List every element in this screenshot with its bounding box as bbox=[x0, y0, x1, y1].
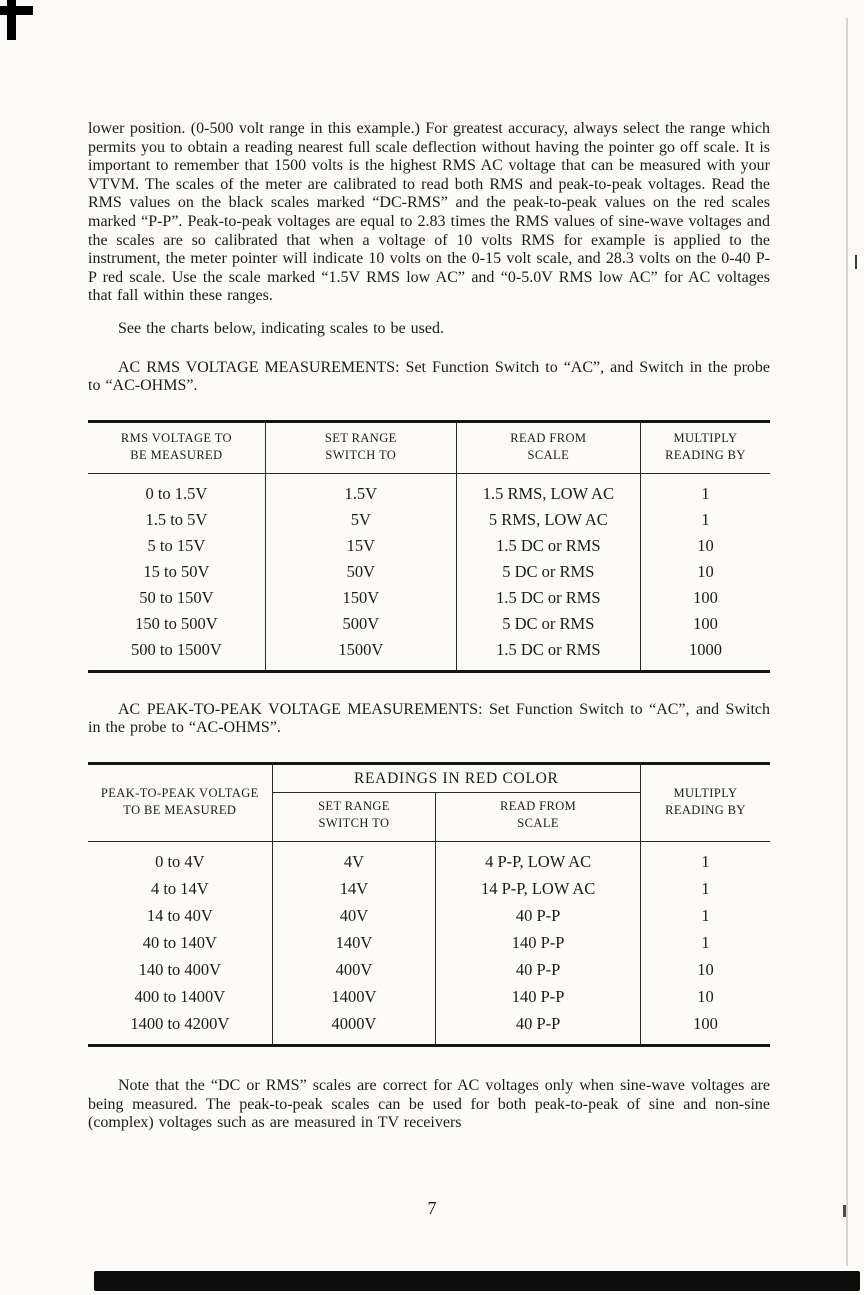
table-cell: 50V bbox=[265, 558, 456, 584]
table-cell: 14 to 40V bbox=[146, 905, 213, 925]
column-header-pp-voltage bbox=[88, 763, 272, 841]
table-cell: 4000V bbox=[272, 1010, 436, 1046]
table-cell: 1.5 DC or RMS bbox=[456, 636, 640, 671]
pp-table-body bbox=[88, 841, 770, 1045]
table-row bbox=[88, 929, 770, 956]
scan-mark bbox=[855, 255, 857, 269]
table-cell: 5 DC or RMS bbox=[456, 558, 640, 584]
header-line: SET RANGE bbox=[324, 430, 397, 445]
table-row bbox=[88, 902, 770, 929]
table-cell: 1 bbox=[640, 473, 770, 506]
table-cell: 40 P-P bbox=[436, 1010, 641, 1046]
column-header-multiply bbox=[640, 421, 770, 473]
table-row bbox=[88, 956, 770, 983]
group-header-readings-red: READINGS IN RED COLOR bbox=[272, 763, 640, 792]
header-line: MULTIPLY bbox=[673, 430, 738, 445]
table-cell: 15 to 50V bbox=[143, 561, 210, 581]
table-row bbox=[88, 558, 770, 584]
rms-voltage-table bbox=[88, 420, 770, 673]
table-cell: 500V bbox=[265, 610, 456, 636]
table-cell: 1000 bbox=[640, 636, 770, 671]
table-cell: 1.5 DC or RMS bbox=[456, 584, 640, 610]
header-line: RMS VOLTAGE TO bbox=[120, 430, 232, 445]
header-line: BE MEASURED bbox=[130, 448, 223, 463]
table-cell: 1500V bbox=[265, 636, 456, 671]
table-row bbox=[88, 1010, 770, 1046]
table-cell: 100 bbox=[640, 610, 770, 636]
column-header-rms-voltage bbox=[88, 421, 265, 473]
table-cell: 10 bbox=[640, 558, 770, 584]
page-number: 7 bbox=[427, 1198, 437, 1218]
header-line: SCALE bbox=[517, 816, 559, 831]
table-row bbox=[88, 584, 770, 610]
table-cell: 0 to 1.5V bbox=[145, 483, 208, 503]
header-line: READ FROM bbox=[510, 430, 587, 445]
table-cell: 1.5 to 5V bbox=[145, 509, 208, 529]
header-line: MULTIPLY bbox=[673, 785, 738, 800]
column-header-read-from bbox=[436, 792, 641, 841]
table-cell: 40 to 140V bbox=[142, 932, 217, 952]
table-row bbox=[88, 841, 770, 875]
table-cell: 10 bbox=[640, 532, 770, 558]
table-cell: 100 bbox=[640, 584, 770, 610]
table-cell: 400V bbox=[272, 956, 436, 983]
table-cell: 400 to 1400V bbox=[134, 986, 226, 1006]
column-header-multiply bbox=[640, 763, 770, 841]
header-line: TO BE MEASURED bbox=[123, 803, 237, 818]
table-cell: 140 P-P bbox=[436, 983, 641, 1010]
table-cell: 140V bbox=[272, 929, 436, 956]
table-cell: 40 P-P bbox=[436, 956, 641, 983]
pp-table-header bbox=[88, 763, 770, 841]
column-header-set-range bbox=[272, 792, 436, 841]
header-line: SWITCH TO bbox=[318, 816, 390, 831]
column-header-set-range bbox=[265, 421, 456, 473]
table-cell: 1 bbox=[640, 506, 770, 532]
table-cell: 50 to 150V bbox=[139, 587, 214, 607]
header-line: READING BY bbox=[665, 448, 746, 463]
page-content bbox=[88, 120, 770, 1133]
table-cell: 4V bbox=[272, 841, 436, 875]
table-cell: 1.5V bbox=[265, 473, 456, 506]
table-row bbox=[88, 532, 770, 558]
table-row bbox=[88, 875, 770, 902]
table-row bbox=[88, 636, 770, 671]
header-row bbox=[88, 421, 770, 473]
table-row bbox=[88, 473, 770, 506]
table-cell: 1.5 RMS, LOW AC bbox=[456, 473, 640, 506]
table-cell: 500 to 1500V bbox=[131, 639, 222, 659]
table-cell: 140 to 400V bbox=[138, 959, 222, 979]
table-cell: 5 DC or RMS bbox=[456, 610, 640, 636]
table-cell: 40V bbox=[272, 902, 436, 929]
table-cell: 14V bbox=[272, 875, 436, 902]
table-cell: 4 P-P, LOW AC bbox=[436, 841, 641, 875]
header-line: READ FROM bbox=[500, 798, 577, 813]
table-cell: 10 bbox=[640, 956, 770, 983]
table-cell: 0 to 4V bbox=[155, 851, 205, 871]
header-line: SET RANGE bbox=[318, 798, 390, 813]
intro-paragraph: lower position. (0-500 volt range in this example.) For greatest accuracy, always select the range which permits you to obtain a reading nearest full scale deflection without having the pointer go off scale. It is important to remember that 1500 volts is the highest RMS AC voltage that can be measured with your VTVM. The scales of the meter are calibrated to read both RMS and peak-to-peak voltages. Read the RMS values on the black scales marked “DC-RMS” and the peak-to-peak values on the red scales marked “P-P”. Peak-to-peak voltages are equal to 2.83 times the RMS values of sine-wave voltages and the scales are so calibrated that when a voltage of 10 volts RMS for example is applied to the instrument, the meter pointer will indicate 10 volts on the 0-15 volt scale, and 28.3 volts on the 0-40 P-P red scale. Use the scale marked “1.5V RMS low AC” and “0-5.0V RMS low AC” for AC voltages that fall within these ranges. bbox=[88, 120, 770, 305]
rms-section-heading: AC RMS VOLTAGE MEASUREMENTS: Set Function Switch to “AC”, and Switch in the probe to “AC-OHMS”. bbox=[88, 358, 770, 395]
table-cell: 1 bbox=[640, 841, 770, 875]
header-line: READING BY bbox=[665, 803, 746, 818]
table-cell: 5 to 15V bbox=[147, 535, 206, 555]
table-row bbox=[88, 506, 770, 532]
pp-section-heading: AC PEAK-TO-PEAK VOLTAGE MEASUREMENTS: Set Function Switch to “AC”, and Switch in the probe to “AC-OHMS”. bbox=[88, 700, 770, 737]
column-header-read-from bbox=[456, 421, 640, 473]
rms-table-body bbox=[88, 473, 770, 671]
scan-bottom-bar bbox=[94, 1271, 860, 1291]
rms-table-header bbox=[88, 421, 770, 473]
table-cell: 14 P-P, LOW AC bbox=[436, 875, 641, 902]
header-line: SCALE bbox=[527, 448, 570, 463]
header-line: SWITCH TO bbox=[325, 448, 397, 463]
charts-note-paragraph: See the charts below, indicating scales to be used. bbox=[118, 319, 444, 337]
scan-edge-line bbox=[846, 18, 848, 1266]
table-cell: 5 RMS, LOW AC bbox=[456, 506, 640, 532]
table-cell: 40 P-P bbox=[436, 902, 641, 929]
table-cell: 15V bbox=[265, 532, 456, 558]
table-cell: 150 to 500V bbox=[135, 613, 218, 633]
table-cell: 140 P-P bbox=[436, 929, 641, 956]
table-cell: 1 bbox=[640, 875, 770, 902]
table-cell: 1 bbox=[640, 902, 770, 929]
header-line: PEAK-TO-PEAK VOLTAGE bbox=[100, 785, 259, 800]
table-cell: 5V bbox=[265, 506, 456, 532]
table-cell: 1400V bbox=[272, 983, 436, 1010]
table-cell: 1.5 DC or RMS bbox=[456, 532, 640, 558]
table-cell: 1400 to 4200V bbox=[130, 1013, 230, 1033]
table-cell: 4 to 14V bbox=[150, 878, 209, 898]
table-row bbox=[88, 983, 770, 1010]
peak-to-peak-table bbox=[88, 762, 770, 1047]
note-paragraph: Note that the “DC or RMS” scales are correct for AC voltages only when sine-wave voltages are being measured. The peak-to-peak scales can be used for both peak-to-peak of sine and non-sine (complex) voltages such as are measured in TV receivers bbox=[88, 1076, 770, 1132]
scan-corner-mark bbox=[0, 6, 33, 15]
table-row bbox=[88, 610, 770, 636]
table-cell: 100 bbox=[640, 1010, 770, 1046]
header-row bbox=[88, 763, 770, 792]
table-cell: 1 bbox=[640, 929, 770, 956]
table-cell: 150V bbox=[265, 584, 456, 610]
table-cell: 10 bbox=[640, 983, 770, 1010]
